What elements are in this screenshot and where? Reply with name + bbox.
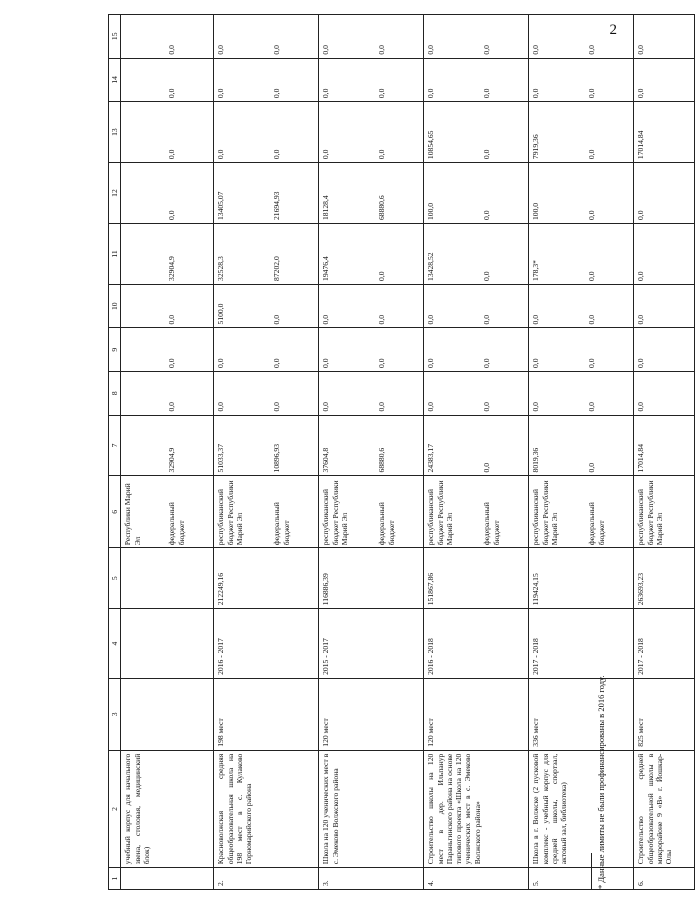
amount-cell	[121, 372, 214, 416]
funding-table	[108, 14, 695, 890]
amount-value: 0,0	[482, 149, 492, 160]
funding-source-label: федеральный бюджет	[272, 502, 291, 546]
page-number: 2	[609, 22, 617, 38]
amount-value: 37604,8	[321, 447, 331, 473]
period-cell: 2017 - 2018	[634, 609, 695, 679]
amount-value: 0,0	[377, 402, 387, 412]
amount-value: 0,0	[216, 402, 226, 412]
amount-value: 0,0	[377, 358, 387, 368]
capacity-cell	[121, 678, 214, 750]
amount-cell	[319, 284, 424, 328]
amount-cell	[121, 15, 214, 59]
header-cell: 14	[109, 58, 121, 102]
row-number-cell: 4.	[424, 868, 529, 890]
object-name-cell: Школа на 120 ученических мест в с. Эмеково Волжского района	[319, 750, 424, 868]
amount-cell	[214, 163, 319, 224]
amount-cell	[634, 15, 695, 59]
amount-cell	[424, 415, 529, 476]
amount-value: 5100,0	[216, 303, 226, 325]
amount-value: 13405,07	[216, 191, 226, 220]
amount-value: 0,0	[216, 149, 226, 160]
amount-cell	[424, 328, 529, 372]
table-row	[214, 15, 319, 890]
amount-cell	[424, 102, 529, 163]
header-cell: 13	[109, 102, 121, 163]
amount-value: 0,0	[272, 402, 282, 412]
funding-source-label: федеральный бюджет	[587, 502, 606, 546]
row-number-cell	[121, 868, 214, 890]
funding-source-cell	[121, 476, 214, 548]
amount-value: 8019,36	[531, 447, 541, 473]
amount-value: 0,0	[531, 314, 541, 325]
amount-value	[123, 166, 167, 220]
amount-value	[123, 105, 167, 159]
amount-value: 21694,93	[272, 191, 282, 220]
amount-value: 0,0	[636, 271, 646, 281]
funding-source-cell	[424, 476, 529, 548]
amount-value: 0,0	[426, 45, 436, 55]
amount-value	[123, 62, 167, 99]
amount-value: 0,0	[272, 88, 282, 99]
amount-cell	[121, 163, 214, 224]
period-cell	[121, 609, 214, 679]
total-cost-cell: 212249,16	[214, 548, 319, 609]
period-cell: 2016 - 2018	[424, 609, 529, 679]
amount-cell	[214, 102, 319, 163]
period-cell: 2017 - 2018	[529, 609, 634, 679]
amount-cell	[634, 415, 695, 476]
amount-value: 0,0	[272, 314, 282, 325]
header-cell: 12	[109, 163, 121, 224]
amount-value: 0,0	[482, 45, 492, 55]
amount-value: 0,0	[167, 45, 177, 55]
amount-value: 68880,6	[377, 195, 387, 220]
amount-value: 0,0	[426, 358, 436, 368]
amount-value: 0,0	[216, 88, 226, 99]
amount-value: 0,0	[482, 271, 492, 281]
header-cell: 10	[109, 284, 121, 328]
amount-value: 0,0	[167, 88, 177, 99]
header-cell: 7	[109, 415, 121, 476]
amount-value: 0,0	[167, 210, 177, 220]
amount-value: 24383,17	[426, 443, 436, 473]
amount-cell	[634, 224, 695, 285]
table-row	[634, 15, 695, 890]
amount-cell	[529, 224, 634, 285]
amount-value: 0,0	[587, 462, 597, 473]
header-cell: 6	[109, 476, 121, 548]
total-cost-cell: 263693,23	[634, 548, 695, 609]
capacity-cell: 120 мест	[319, 678, 424, 750]
amount-value: 0,0	[587, 314, 597, 325]
amount-value: 0,0	[426, 402, 436, 412]
amount-value: 0,0	[587, 149, 597, 160]
amount-value: 0,0	[272, 358, 282, 368]
amount-value: 0,0	[321, 45, 331, 55]
amount-value: 0,0	[636, 210, 646, 220]
header-cell: 4	[109, 609, 121, 679]
amount-cell	[319, 102, 424, 163]
amount-cell	[319, 163, 424, 224]
amount-value: 100,0	[426, 202, 436, 220]
amount-value: 0,0	[321, 402, 331, 412]
amount-value: 0,0	[426, 314, 436, 325]
row-number-cell: 6.	[634, 868, 695, 890]
period-cell: 2016 - 2017	[214, 609, 319, 679]
amount-cell	[121, 224, 214, 285]
amount-cell	[214, 328, 319, 372]
header-cell: 15	[109, 15, 121, 59]
amount-value: 0,0	[636, 45, 646, 55]
amount-value: 0,0	[482, 88, 492, 99]
amount-value	[123, 331, 167, 368]
amount-cell	[319, 58, 424, 102]
amount-value: 7919,36	[531, 134, 541, 160]
object-name-cell: Красноволжская средняя общеобразовательная школа на 198 мест в с. Кулаково Горномарийского района	[214, 750, 319, 868]
header-cell: 2	[109, 750, 121, 868]
amount-value: 19476,4	[321, 256, 331, 281]
amount-value: 51033,37	[216, 443, 226, 473]
funding-source-cell	[214, 476, 319, 548]
total-cost-cell: 151867,86	[424, 548, 529, 609]
amount-value: 13428,52	[426, 252, 436, 281]
amount-cell	[529, 15, 634, 59]
funding-source-cell	[634, 476, 695, 548]
row-number-cell: 3.	[319, 868, 424, 890]
funding-source-label: республиканский бюджет Республики Марий Эл	[216, 480, 244, 546]
amount-cell	[424, 224, 529, 285]
amount-value: 0,0	[531, 45, 541, 55]
table-row	[319, 15, 424, 890]
object-name-cell: Строительство средней общеобразовательной школы в микрорайоне 9 «В» г. Йошкар-Олы	[634, 750, 695, 868]
object-name-cell: учебный корпус для начального звена, столовая, медицинский блок)	[121, 750, 214, 868]
amount-value: 0,0	[636, 314, 646, 325]
amount-cell	[121, 328, 214, 372]
amount-cell	[121, 284, 214, 328]
amount-cell	[424, 372, 529, 416]
amount-value: 0,0	[321, 88, 331, 99]
funding-source-label: республиканский бюджет Республики Марий Эл	[636, 480, 664, 546]
amount-cell	[214, 15, 319, 59]
period-cell: 2015 - 2017	[319, 609, 424, 679]
amount-cell	[319, 415, 424, 476]
capacity-cell: 336 мест	[529, 678, 634, 750]
header-cell: 8	[109, 372, 121, 416]
amount-value: 0,0	[482, 314, 492, 325]
amount-value: 0,0	[272, 149, 282, 160]
amount-value: 0,0	[636, 88, 646, 99]
amount-value: 87202,0	[272, 256, 282, 281]
amount-value: 0,0	[216, 358, 226, 368]
amount-cell	[214, 415, 319, 476]
amount-cell	[529, 58, 634, 102]
amount-value: 0,0	[167, 314, 177, 325]
amount-cell	[214, 284, 319, 328]
amount-value: 0,0	[531, 402, 541, 412]
amount-value: 32904,9	[167, 256, 177, 281]
amount-value: 0,0	[321, 358, 331, 368]
amount-value: 0,0	[167, 402, 177, 412]
amount-value	[123, 18, 167, 55]
amount-value: 0,0	[321, 314, 331, 325]
funding-source-label: республиканский бюджет Республики Марий Эл	[321, 480, 349, 546]
amount-cell	[634, 284, 695, 328]
amount-cell	[529, 415, 634, 476]
funding-source-cell	[319, 476, 424, 548]
amount-value: 10896,93	[272, 443, 282, 473]
header-cell: 3	[109, 678, 121, 750]
amount-value: 32904,9	[167, 447, 177, 473]
header-cell: 11	[109, 224, 121, 285]
amount-cell	[319, 372, 424, 416]
amount-value: 32528,3	[216, 256, 226, 281]
capacity-cell: 198 мест	[214, 678, 319, 750]
amount-value: 0,0	[377, 45, 387, 55]
amount-cell	[529, 328, 634, 372]
funding-source-label: федеральный бюджет	[482, 502, 501, 546]
row-number-cell: 2.	[214, 868, 319, 890]
amount-value	[123, 288, 167, 325]
amount-cell	[319, 15, 424, 59]
funding-source-cell	[529, 476, 634, 548]
funding-source-label: федеральный бюджет	[377, 502, 396, 546]
object-name-cell: Школа в г. Волжске (2 пусковой комплекс - учебный корпус для средней школы, спортзал, актовый зал, библиотека)	[529, 750, 634, 868]
amount-value	[123, 375, 167, 412]
amount-cell	[424, 58, 529, 102]
amount-value: 0,0	[587, 271, 597, 281]
amount-cell	[424, 284, 529, 328]
amount-value: 0,0	[531, 358, 541, 368]
amount-cell	[424, 15, 529, 59]
amount-cell	[634, 58, 695, 102]
table-row	[529, 15, 634, 890]
total-cost-cell: 119424,15	[529, 548, 634, 609]
funding-source-label: федеральный бюджет	[167, 502, 186, 546]
amount-cell	[424, 163, 529, 224]
amount-value: 0,0	[321, 149, 331, 160]
amount-value: 0,0	[587, 402, 597, 412]
table-row	[121, 15, 214, 890]
object-name-cell: Строительство школы на 120 мест в дер. Ильпанур Параньгинского района на основе типового проекта «Школа на 120 ученических мест в с. Эмеково Волжского района»	[424, 750, 529, 868]
amount-cell	[634, 163, 695, 224]
amount-value: 0,0	[272, 45, 282, 55]
row-number-cell: 5.	[529, 868, 634, 890]
total-cost-cell: 116886,39	[319, 548, 424, 609]
header-cell: 5	[109, 548, 121, 609]
amount-cell	[214, 372, 319, 416]
amount-value: 0,0	[377, 271, 387, 281]
table-header-row	[109, 15, 121, 890]
amount-value	[123, 227, 167, 281]
amount-value: 0,0	[482, 210, 492, 220]
header-cell: 9	[109, 328, 121, 372]
amount-cell	[121, 58, 214, 102]
amount-cell	[214, 58, 319, 102]
amount-cell	[121, 415, 214, 476]
amount-value: 17014,84	[636, 443, 646, 473]
amount-value: 0,0	[377, 314, 387, 325]
amount-cell	[214, 224, 319, 285]
amount-cell	[529, 372, 634, 416]
amount-cell	[634, 372, 695, 416]
amount-value: 0,0	[426, 88, 436, 99]
footnote: * Данные лимиты не были профинансированы в 2016 году.	[596, 675, 606, 889]
amount-cell	[121, 102, 214, 163]
amount-value: 0,0	[377, 88, 387, 99]
amount-value: 0,0	[636, 402, 646, 412]
amount-cell	[634, 102, 695, 163]
amount-value: 0,0	[167, 358, 177, 368]
amount-cell	[319, 224, 424, 285]
amount-value: 17014,84	[636, 130, 646, 160]
funding-source-label: республиканский бюджет Республики Марий Эл	[531, 480, 559, 546]
amount-value: 0,0	[587, 358, 597, 368]
amount-value: 18128,4	[321, 195, 331, 220]
footnote-rule	[591, 853, 592, 889]
amount-value: 0,0	[587, 210, 597, 220]
capacity-cell: 825 мест	[634, 678, 695, 750]
amount-value: 0,0	[482, 358, 492, 368]
header-cell: 1	[109, 868, 121, 890]
funding-source-label: республиканский бюджет Республики Марий Эл	[426, 480, 454, 546]
funding-source-label: Республики Марий Эл	[123, 483, 142, 546]
amount-value: 68880,6	[377, 447, 387, 473]
amount-cell	[529, 102, 634, 163]
amount-value: 100,0	[531, 202, 541, 220]
amount-value: 178,3*	[531, 260, 541, 281]
amount-value: 0,0	[531, 88, 541, 99]
capacity-cell: 120 мест	[424, 678, 529, 750]
amount-value: 0,0	[482, 462, 492, 473]
amount-value: 0,0	[482, 402, 492, 412]
amount-cell	[529, 163, 634, 224]
table-row	[424, 15, 529, 890]
amount-value: 0,0	[216, 45, 226, 55]
amount-cell	[634, 328, 695, 372]
amount-value: 0,0	[377, 149, 387, 160]
amount-value	[123, 419, 167, 473]
amount-value: 0,0	[167, 149, 177, 160]
amount-cell	[319, 328, 424, 372]
amount-value: 10854,65	[426, 130, 436, 160]
amount-value: 0,0	[587, 45, 597, 55]
amount-cell	[529, 284, 634, 328]
amount-value: 0,0	[636, 358, 646, 368]
amount-value: 0,0	[587, 88, 597, 99]
total-cost-cell	[121, 548, 214, 609]
